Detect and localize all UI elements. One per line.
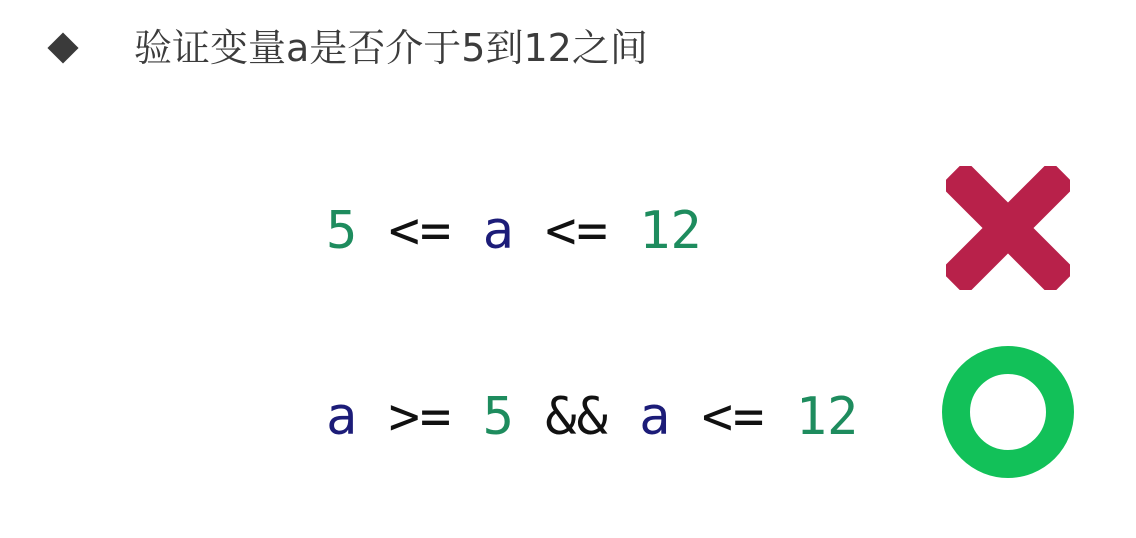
expr2-token-variable: a <box>639 387 671 447</box>
expression-logical-and <box>326 382 858 452</box>
slide-heading: 验证变量a是否介于5到12之间 <box>134 26 648 70</box>
expr1-token-operator: <= <box>545 201 608 261</box>
expr2-token-operator: && <box>545 387 608 447</box>
expr1-token-variable: a <box>482 201 514 261</box>
cross-icon <box>946 166 1070 290</box>
circle-ring <box>956 360 1060 464</box>
expr1-token-operator: <= <box>388 201 452 261</box>
expr1-token-number: 5 <box>326 201 358 261</box>
expr2-token-operator: >= <box>388 387 452 447</box>
expr2-token-variable: a <box>326 387 358 447</box>
expr2-token-number: 12 <box>795 387 859 447</box>
expr2-token-operator: <= <box>701 387 765 447</box>
expression-chained-comparison <box>326 196 702 266</box>
circle-icon <box>940 344 1076 480</box>
expr1-token-number: 12 <box>639 201 702 261</box>
expr2-token-number: 5 <box>482 387 514 447</box>
diamond-bullet-icon <box>47 32 78 63</box>
heading-bullet <box>46 20 74 76</box>
